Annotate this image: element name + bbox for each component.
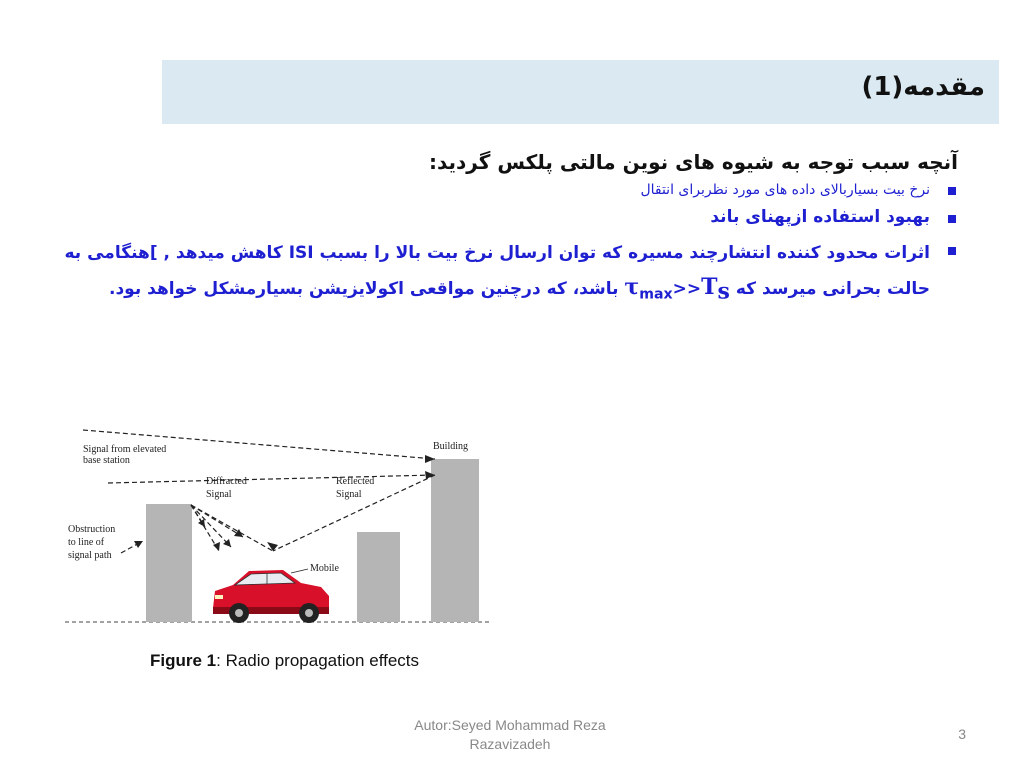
isi-term: ISI — [288, 243, 314, 263]
square-bullet-icon — [948, 187, 956, 195]
label-reflected-2: Signal — [336, 489, 362, 500]
label-obstruction-3: signal path — [68, 550, 112, 561]
footer-author — [370, 716, 650, 754]
t-symbol: T — [701, 274, 718, 300]
bullet-text: بهبود استفاده ازپهنای باند — [710, 207, 930, 227]
obstruction-building — [146, 504, 192, 622]
slide-title: مقدمه(1) — [861, 72, 985, 102]
tall-building — [431, 459, 479, 622]
bullet-text: نرخ بیت بسیاربالای داده های مورد نظربرای انتقال — [640, 182, 930, 198]
bullet-item — [20, 207, 958, 227]
label-obstruction-1: Obstruction — [68, 524, 116, 535]
square-bullet-icon — [948, 215, 956, 223]
label-diffracted-2: Signal — [206, 489, 232, 500]
label-building: Building — [433, 441, 469, 452]
bullet-text-part1: اثرات محدود کننده انتشارچند مسیره که توان ارسال نرخ بیت بالا را بسبب — [313, 243, 930, 263]
t-subscript: s — [717, 278, 730, 305]
mobile-pointer — [291, 569, 308, 573]
tau-expression — [624, 274, 730, 305]
mobile-car-icon — [213, 570, 329, 623]
author-line-1: Autor:Seyed Mohammad Reza — [414, 717, 606, 733]
tau-symbol: τ — [624, 274, 640, 300]
label-mobile: Mobile — [310, 563, 339, 574]
bullet-text-part3: باشد، که درچنین مواقعی اکولایزیشن بسیارمشکل خواهد بود. — [108, 279, 625, 299]
label-signal-from: Signal from elevated — [83, 444, 167, 455]
title-bar — [162, 60, 999, 124]
intro-text: آنچه سبب توجه به شیوه های نوین مالتی پلکس گردید: — [428, 150, 958, 174]
caption-figure-number: Figure 1 — [150, 651, 217, 670]
figure-caption — [150, 651, 419, 671]
label-diffracted-1: Diffracted — [206, 476, 247, 487]
tau-subscript: max — [639, 286, 673, 303]
bullet-item — [20, 182, 958, 198]
square-bullet-icon — [948, 247, 956, 255]
bullet-list — [20, 182, 958, 311]
page-number: 3 — [958, 726, 966, 742]
bullet-text-part2: کاهش میدهد , ]هنگامی به حالت بحرانی میرسد که — [64, 243, 930, 299]
bullet-item — [20, 236, 958, 311]
propagation-figure — [63, 425, 493, 640]
label-base-station: base station — [83, 455, 130, 466]
slide-body — [20, 150, 958, 311]
much-greater-sign: >> — [672, 279, 702, 299]
caption-text: : Radio propagation effects — [216, 651, 420, 670]
author-line-2: Razavizadeh — [469, 736, 551, 752]
label-obstruction-2: to line of — [68, 537, 105, 548]
middle-building — [357, 532, 400, 622]
label-reflected-1: Reflected — [336, 476, 375, 487]
propagation-diagram — [63, 425, 493, 640]
